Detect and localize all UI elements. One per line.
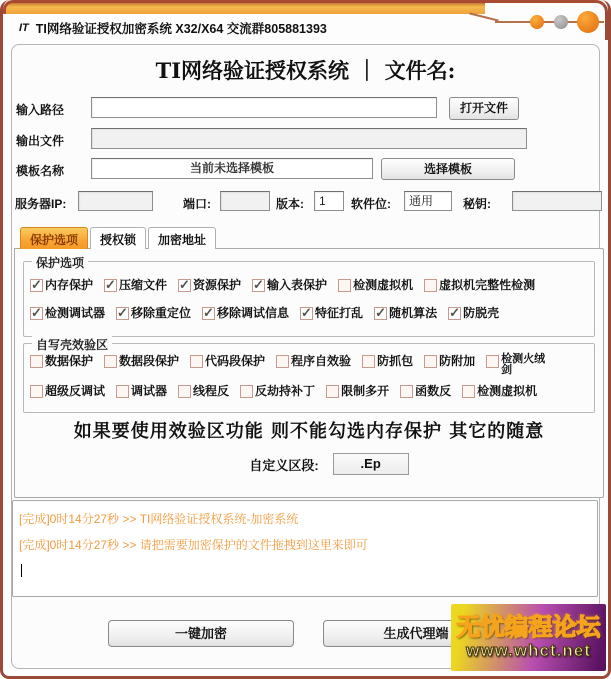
checkbox-row xyxy=(30,278,592,293)
checkbox-item[interactable] xyxy=(276,354,351,369)
checkbox[interactable] xyxy=(424,279,437,292)
window-title: TI网络验证授权加密系统 X32/X64 交流群805881393 xyxy=(35,22,327,36)
checkbox-label: 检测虚拟机 xyxy=(477,384,538,398)
self-shell-checksum-group xyxy=(23,338,595,413)
protection-options-group-title: 保护选项 xyxy=(32,254,88,271)
checkbox-item[interactable] xyxy=(104,354,179,369)
checkbox-row xyxy=(30,384,592,399)
checkbox[interactable] xyxy=(240,385,253,398)
protection-options-group xyxy=(23,256,595,337)
checkbox-label: 调试器 xyxy=(131,384,168,398)
log-line: [完成]0时14分27秒 >> 请把需要加密保护的文件拖拽到这里来即可 xyxy=(19,538,368,552)
port-label: 端口: xyxy=(183,197,211,211)
forum-watermark xyxy=(451,604,606,671)
checkbox[interactable] xyxy=(400,385,413,398)
checkbox-item[interactable] xyxy=(400,384,451,399)
checkbox-item[interactable] xyxy=(190,354,265,369)
checkbox[interactable] xyxy=(30,279,43,292)
custom-section-field[interactable]: .Ep xyxy=(333,453,409,475)
checkbox[interactable] xyxy=(486,355,499,368)
checkbox-item[interactable] xyxy=(202,306,289,321)
version-field[interactable]: 1 xyxy=(314,191,344,211)
title-bar xyxy=(9,16,438,40)
port-field[interactable] xyxy=(220,191,270,211)
checkbox-item[interactable] xyxy=(424,354,475,369)
checkbox-item[interactable] xyxy=(424,278,535,293)
checkbox-item[interactable] xyxy=(30,278,93,293)
checkbox[interactable] xyxy=(178,279,191,292)
checkbox-row xyxy=(30,306,592,321)
watermark-title: 无忧编程论坛 xyxy=(456,614,601,641)
log-output[interactable] xyxy=(12,500,598,597)
output-file-row xyxy=(12,128,599,154)
checkbox-label: 反劫持补丁 xyxy=(255,384,316,398)
checkbox-item[interactable] xyxy=(462,384,537,399)
server-ip-field[interactable] xyxy=(78,191,153,211)
checkbox-label: 程序自效验 xyxy=(291,354,352,368)
tab-protection-options[interactable]: 保护选项 xyxy=(20,227,88,249)
checkbox[interactable] xyxy=(252,279,265,292)
checkbox-item[interactable] xyxy=(116,306,191,321)
text-caret xyxy=(21,564,22,577)
checkbox-label: 线程反 xyxy=(193,384,230,398)
input-path-row xyxy=(12,97,599,123)
checkbox[interactable] xyxy=(116,307,129,320)
checkbox-label: 随机算法 xyxy=(389,306,438,320)
checkbox[interactable] xyxy=(178,385,191,398)
server-row xyxy=(12,191,599,217)
checkbox[interactable] xyxy=(326,385,339,398)
checkbox-label: 函数反 xyxy=(415,384,452,398)
checkbox-label: 输入表保护 xyxy=(267,278,328,292)
checkbox[interactable] xyxy=(30,385,43,398)
checkbox-label: 数据段保护 xyxy=(119,354,180,368)
checkbox-label: 特征打乱 xyxy=(315,306,364,320)
checkbox-item[interactable] xyxy=(300,306,363,321)
page-title: TI网络验证授权系统 ｜ 文件名: xyxy=(155,58,456,83)
checkbox[interactable] xyxy=(462,385,475,398)
checkbox-label: 内存保护 xyxy=(45,278,94,292)
checkbox[interactable] xyxy=(448,307,461,320)
close-button[interactable] xyxy=(577,11,599,33)
checkbox-item[interactable] xyxy=(374,306,437,321)
checkbox-label: 限制多开 xyxy=(341,384,390,398)
checkbox[interactable] xyxy=(104,355,117,368)
checkbox-label: 超级反调试 xyxy=(45,384,106,398)
checkbox[interactable] xyxy=(338,279,351,292)
checkbox[interactable] xyxy=(30,307,43,320)
input-path-field[interactable] xyxy=(91,97,437,118)
checkbox-item[interactable] xyxy=(178,278,241,293)
checkbox[interactable] xyxy=(30,355,43,368)
usage-notice: 如果要使用效验区功能 则不能勾选内存保护 其它的随意 xyxy=(73,421,545,442)
checkbox[interactable] xyxy=(104,279,117,292)
checkbox-item[interactable] xyxy=(486,354,547,376)
checkbox-label: 防抓包 xyxy=(377,354,414,368)
checkbox-label: 数据保护 xyxy=(45,354,94,368)
checkbox-label: 检测调试器 xyxy=(45,306,106,320)
checkbox-label: 资源保护 xyxy=(193,278,242,292)
checkbox[interactable] xyxy=(424,355,437,368)
checkbox-label: 防脱壳 xyxy=(463,306,500,320)
checkbox[interactable] xyxy=(276,355,289,368)
template-field[interactable]: 当前未选择模板 xyxy=(91,158,373,179)
tab-auth-lock[interactable]: 授权锁 xyxy=(90,227,146,249)
checkbox-label: 压缩文件 xyxy=(119,278,168,292)
template-label: 模板名称 xyxy=(16,164,65,178)
checkbox-item[interactable] xyxy=(30,354,93,369)
checkbox-item[interactable] xyxy=(104,278,167,293)
watermark-url: www.whct.net xyxy=(466,641,591,660)
checkbox-item[interactable] xyxy=(448,306,499,321)
checkbox-label: 代码段保护 xyxy=(205,354,266,368)
minimize-button[interactable] xyxy=(554,15,568,29)
self-shell-checksum-group-title: 自写壳效验区 xyxy=(32,336,112,353)
version-label: 版本: xyxy=(276,197,304,211)
checkbox-item[interactable] xyxy=(240,384,315,399)
app-icon: IT xyxy=(19,22,29,34)
checkbox[interactable] xyxy=(116,385,129,398)
checkbox[interactable] xyxy=(300,307,313,320)
tab-strip xyxy=(20,227,216,249)
select-template-button[interactable]: 选择模板 xyxy=(381,158,515,180)
checkbox-item[interactable] xyxy=(116,384,167,399)
input-path-label: 输入路径 xyxy=(16,103,65,117)
secret-field[interactable] xyxy=(512,191,602,211)
bits-label: 软件位: xyxy=(351,197,391,211)
generate-proxy-button[interactable]: 生成代理端 xyxy=(323,620,509,647)
tab-encrypt-address[interactable]: 加密地址 xyxy=(148,227,216,249)
checkbox-label: 检测虚拟机 xyxy=(353,278,414,292)
log-line: [完成]0时14分27秒 >> TI网络验证授权系统-加密系统 xyxy=(19,512,299,526)
output-file-field[interactable] xyxy=(91,128,527,149)
checkbox-label: 移除调试信息 xyxy=(217,306,290,320)
one-key-encrypt-button[interactable]: 一键加密 xyxy=(108,620,294,647)
secret-label: 秘钥: xyxy=(463,197,491,211)
checkbox[interactable] xyxy=(374,307,387,320)
skin-button[interactable] xyxy=(530,15,544,29)
titlebar-accent-strip xyxy=(3,0,485,14)
checkbox-label: 虚拟机完整性检测 xyxy=(439,278,536,292)
checkbox-label: 检测火绒剑 xyxy=(501,353,546,376)
bits-field[interactable]: 通用 xyxy=(404,191,452,211)
open-file-button[interactable]: 打开文件 xyxy=(449,97,519,120)
custom-section-label: 自定义区段: xyxy=(249,457,319,473)
output-file-label: 输出文件 xyxy=(16,134,65,148)
checkbox-label: 防附加 xyxy=(439,354,476,368)
checkbox-label: 移除重定位 xyxy=(131,306,192,320)
checkbox-item[interactable] xyxy=(30,384,105,399)
checkbox-row xyxy=(30,354,592,376)
custom-section-row xyxy=(15,453,603,475)
main-panel xyxy=(11,44,600,669)
checkbox-item[interactable] xyxy=(362,354,413,369)
checkbox-item[interactable] xyxy=(178,384,229,399)
template-row xyxy=(12,158,599,184)
checkbox[interactable] xyxy=(202,307,215,320)
checkbox-item[interactable] xyxy=(326,384,389,399)
checkbox-item[interactable] xyxy=(252,278,327,293)
checkbox[interactable] xyxy=(362,355,375,368)
checkbox-item[interactable] xyxy=(338,278,413,293)
checkbox[interactable] xyxy=(190,355,203,368)
protection-tab-panel xyxy=(14,248,604,498)
server-ip-label: 服务器IP: xyxy=(15,197,67,211)
checkbox-item[interactable] xyxy=(30,306,105,321)
